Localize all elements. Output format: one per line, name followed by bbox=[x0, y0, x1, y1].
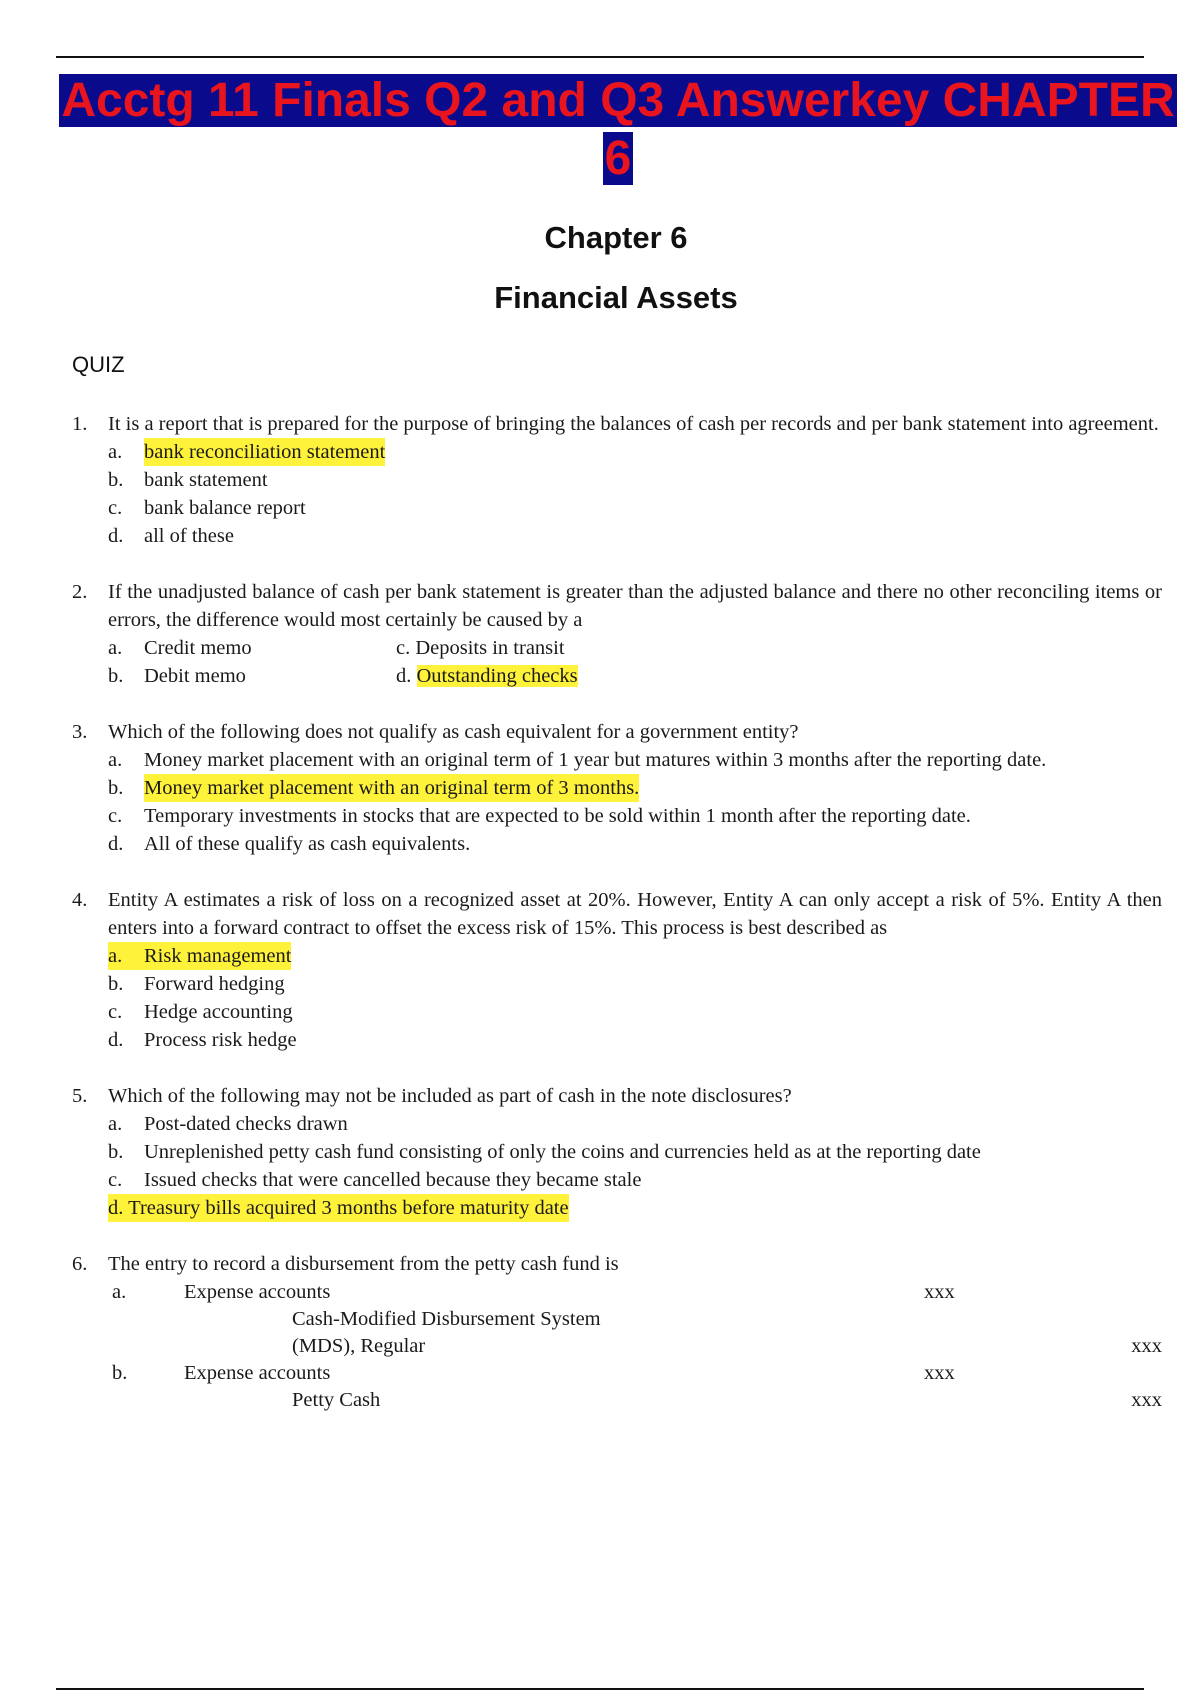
question-number: 3. bbox=[72, 721, 88, 743]
option-a: a. Post-dated checks drawn bbox=[108, 1113, 348, 1135]
option-list bbox=[72, 1110, 1162, 1222]
answer-highlight: d. Treasury bills acquired 3 months before maturity date bbox=[108, 1194, 569, 1222]
question-1 bbox=[72, 410, 1162, 550]
question-number: 2. bbox=[72, 581, 88, 603]
option-d: d. All of these qualify as cash equivalents. bbox=[108, 833, 471, 855]
option-b: b. Debit memo bbox=[108, 665, 246, 687]
option-a: a. bank reconciliation statement bbox=[108, 438, 1162, 466]
option-c: c. Temporary investments in stocks that are expected to be sold within 1 month after the reporting date. bbox=[108, 805, 971, 827]
question-number: 1. bbox=[72, 413, 88, 435]
document-banner-title bbox=[56, 72, 1180, 188]
entry-b-credit: Petty Cash xxx bbox=[292, 1388, 1162, 1411]
option-list bbox=[72, 746, 1162, 858]
answer-highlight: Outstanding checks bbox=[416, 665, 578, 687]
option-b: b. Forward hedging bbox=[108, 973, 285, 995]
top-rule bbox=[56, 56, 1144, 58]
bottom-rule bbox=[56, 1688, 1144, 1690]
option-c: c. Issued checks that were cancelled because they became stale bbox=[108, 1169, 642, 1191]
question-text: Which of the following does not qualify as cash equivalent for a government entity? bbox=[108, 721, 799, 743]
entry-a-credit-line2: (MDS), Regular xxx bbox=[292, 1334, 1162, 1357]
question-text: If the unadjusted balance of cash per bank statement is greater than the adjusted balance and there no other reconciling items or errors, the difference would most certainly be caused by a bbox=[108, 581, 1162, 631]
entry-a-credit-line1: Cash-Modified Disbursement System bbox=[292, 1307, 601, 1330]
question-number: 4. bbox=[72, 889, 88, 911]
question-5 bbox=[72, 1082, 1162, 1222]
answer-highlight: bank reconciliation statement bbox=[144, 438, 385, 466]
question-text: Which of the following may not be included as part of cash in the note disclosures? bbox=[108, 1085, 792, 1107]
answer-highlight: a. Risk management bbox=[108, 942, 291, 970]
option-c: c. bank balance report bbox=[108, 497, 306, 519]
option-a: a. Money market placement with an original term of 1 year but matures within 3 months after the reporting date. bbox=[108, 749, 1047, 771]
question-text: Entity A estimates a risk of loss on a recognized asset at 20%. However, Entity A can only accept a risk of 5%. Entity A then enters into a forward contract to offset the excess risk of 15%. This process is best described as bbox=[108, 889, 1162, 939]
question-number: 6. bbox=[72, 1253, 88, 1275]
option-a: a. Credit memo bbox=[108, 637, 252, 659]
question-number: 5. bbox=[72, 1085, 88, 1107]
option-d: d. all of these bbox=[108, 525, 234, 547]
option-d: d. Process risk hedge bbox=[108, 1029, 297, 1051]
option-b: b. Money market placement with an original term of 3 months. bbox=[108, 774, 1162, 802]
question-text: The entry to record a disbursement from the petty cash fund is bbox=[108, 1253, 619, 1275]
question-2 bbox=[72, 578, 1162, 690]
question-4 bbox=[72, 886, 1162, 1054]
option-b: b. bank statement bbox=[108, 469, 268, 491]
option-c: c. Hedge accounting bbox=[108, 1001, 293, 1023]
question-6 bbox=[72, 1250, 1162, 1413]
option-c: c. Deposits in transit bbox=[396, 637, 565, 659]
chapter-heading: Chapter 6 bbox=[544, 220, 688, 255]
option-a bbox=[108, 942, 1162, 970]
answer-highlight: Money market placement with an original term of 3 months. bbox=[144, 774, 639, 802]
option-list bbox=[72, 942, 1162, 1054]
option-d bbox=[108, 1194, 1162, 1222]
entry-a-debit: a. Expense accounts xxx bbox=[112, 1280, 955, 1303]
chapter-subtitle: Financial Assets bbox=[494, 280, 738, 315]
option-list bbox=[72, 438, 1162, 550]
banner-title-text: Acctg 11 Finals Q2 and Q3 Answerkey CHAPTER 6 bbox=[61, 74, 1175, 185]
journal-entries bbox=[72, 1278, 1162, 1413]
question-3 bbox=[72, 718, 1162, 858]
entry-b-debit: b. Expense accounts xxx bbox=[112, 1361, 955, 1384]
option-b: b. Unreplenished petty cash fund consisting of only the coins and currencies held as at the reporting date bbox=[108, 1141, 981, 1163]
question-text: It is a report that is prepared for the purpose of bringing the balances of cash per records and per bank statement into agreement. bbox=[108, 413, 1159, 435]
option-d: d. Outstanding checks bbox=[396, 665, 578, 687]
question-list bbox=[72, 410, 1162, 1441]
option-list bbox=[72, 634, 1162, 690]
section-label: QUIZ bbox=[72, 352, 125, 377]
